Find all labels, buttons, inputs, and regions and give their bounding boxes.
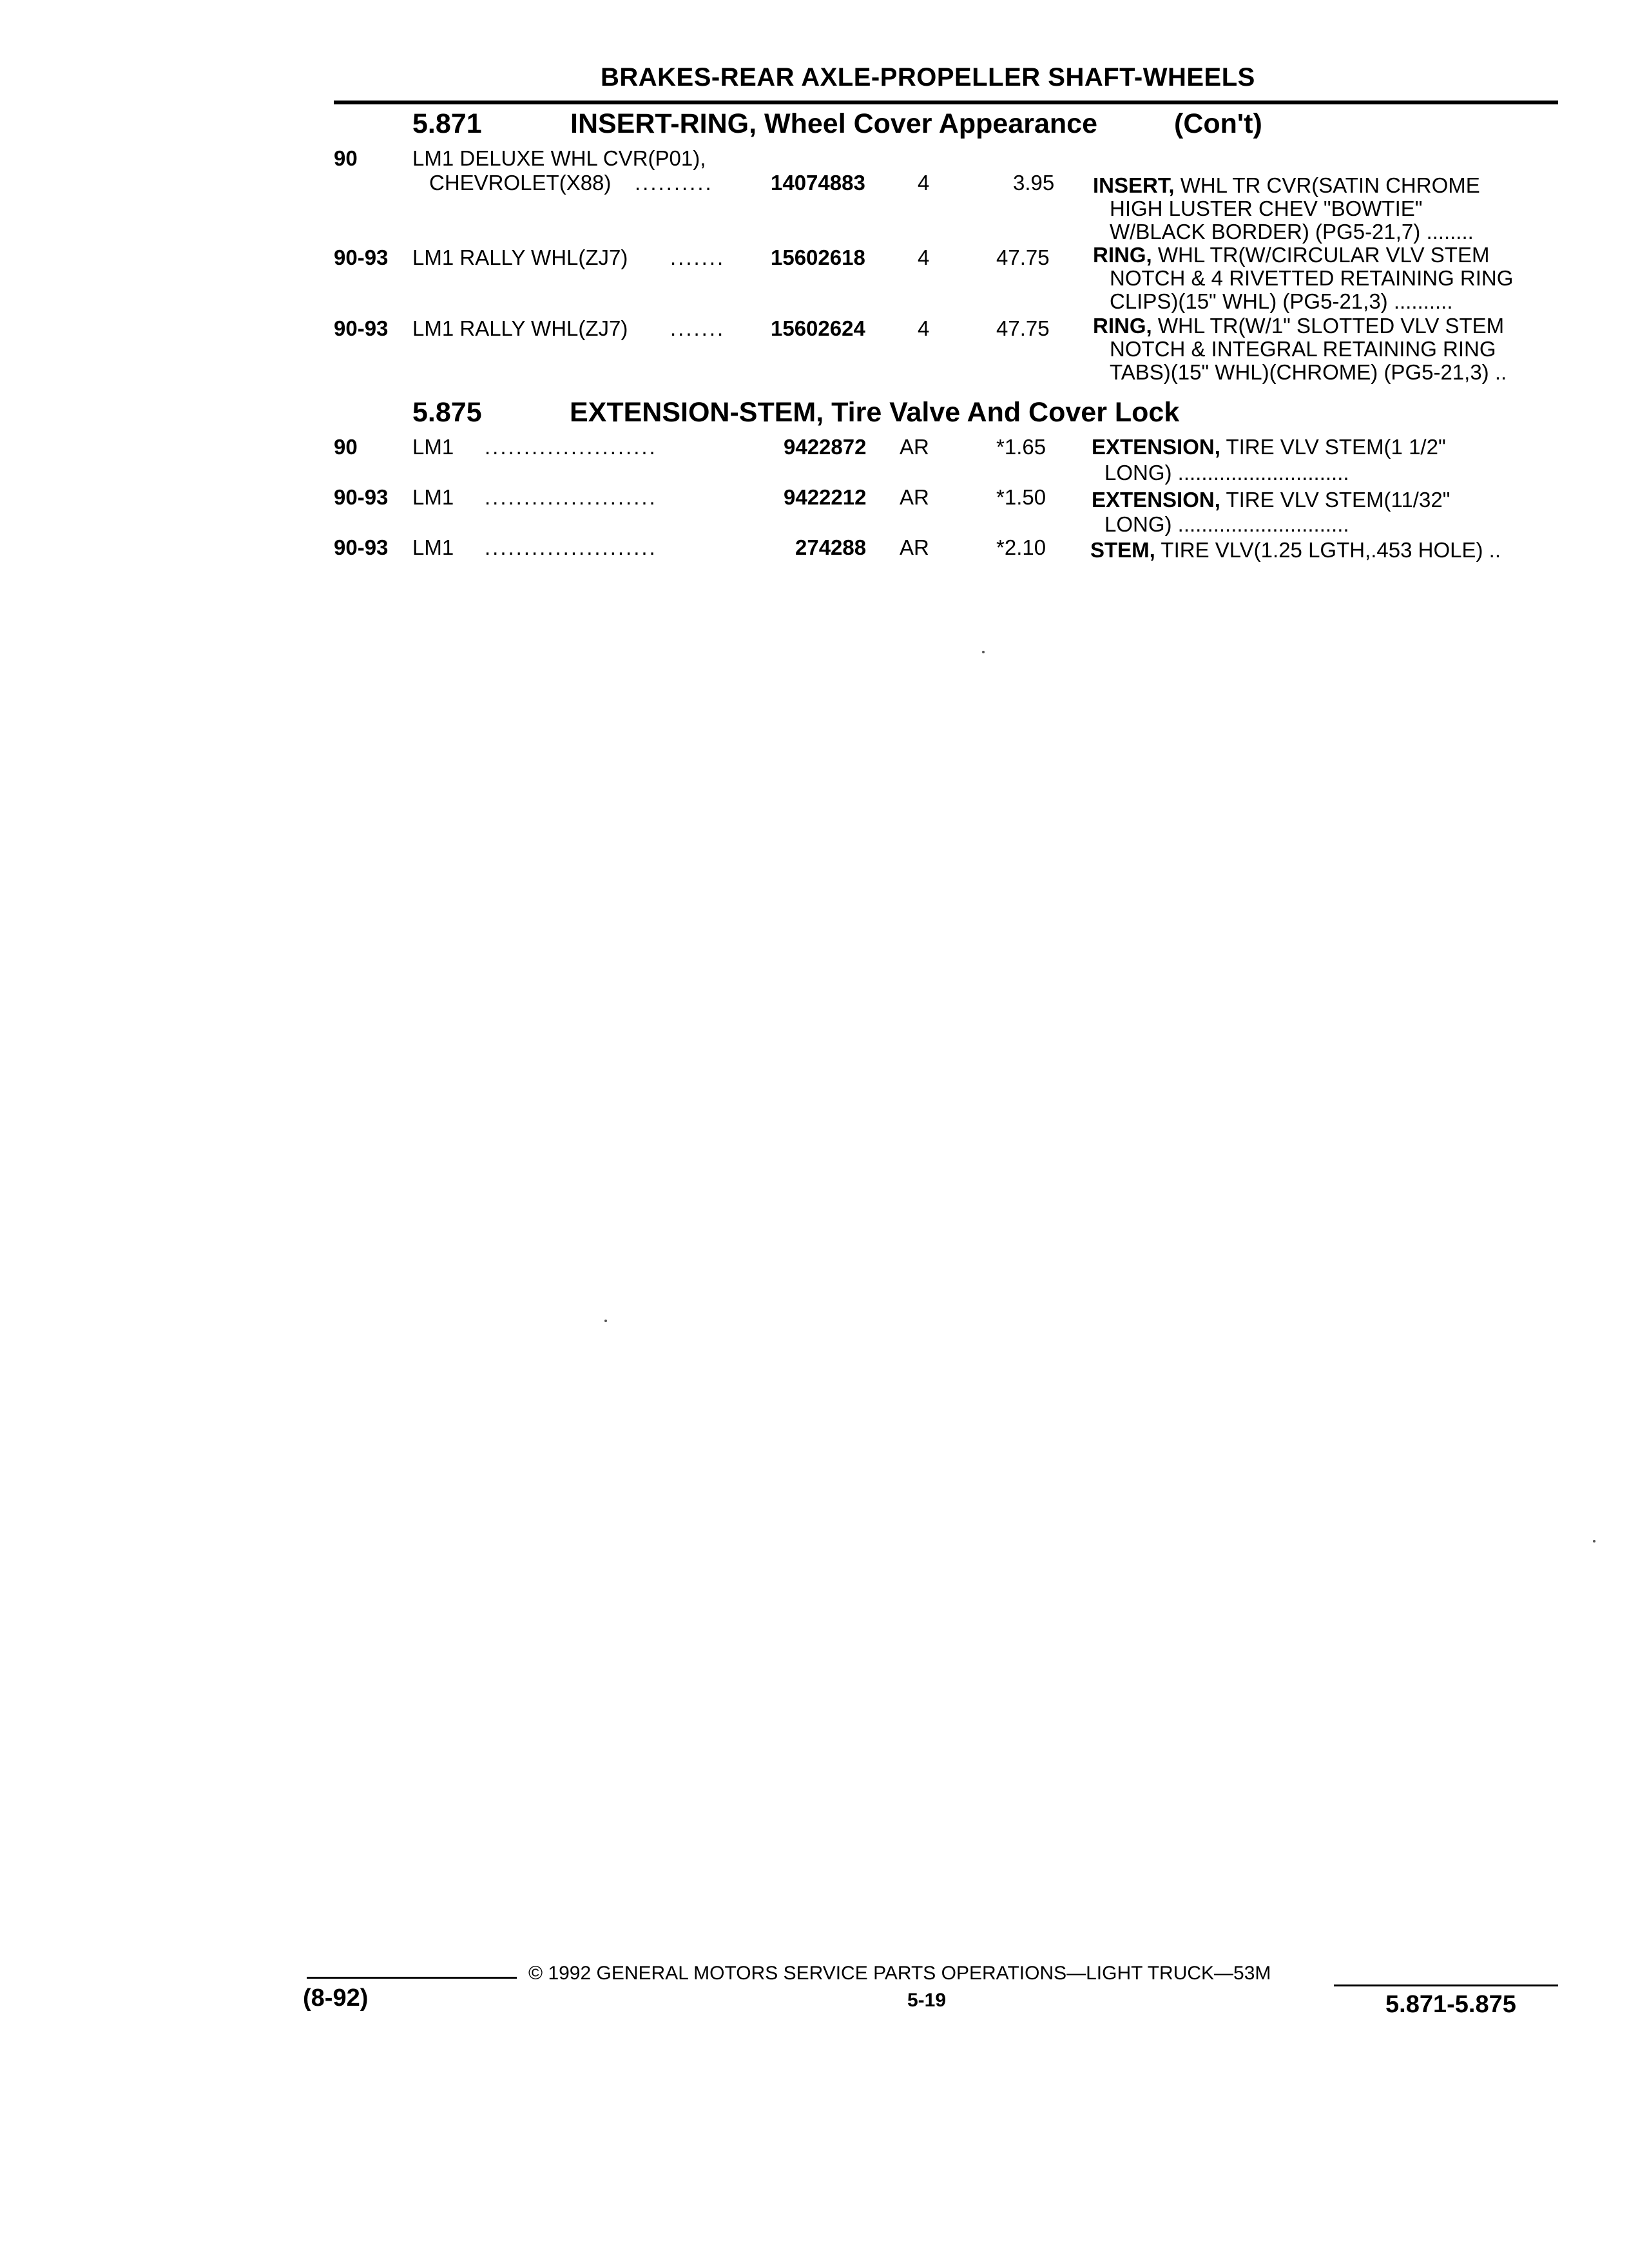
quantity: 4 <box>918 316 930 340</box>
part-number: 9422212 <box>784 485 867 509</box>
model-cell: LM1 <box>412 485 454 509</box>
section-title: INSERT-RING, Wheel Cover Appearance <box>570 108 1097 139</box>
footer-rule-left <box>307 1977 517 1979</box>
footer-section-range: 5.871-5.875 <box>1385 1991 1516 2018</box>
description-continuation: NOTCH & INTEGRAL RETAINING RING <box>1110 337 1496 361</box>
quantity: 4 <box>918 245 930 269</box>
description-text: WHL TR(W/1" SLOTTED VLV STEM <box>1157 314 1505 338</box>
leader-dots: ...................... <box>485 535 657 559</box>
model-cell: LM1 DELUXE WHL CVR(P01), <box>412 146 706 170</box>
part-number: 14074883 <box>771 171 865 195</box>
year-cell: 90 <box>334 146 358 170</box>
model-cell: LM1 RALLY WHL(ZJ7) <box>412 245 628 269</box>
price: *2.10 <box>996 535 1046 559</box>
page-title: BRAKES-REAR AXLE-PROPELLER SHAFT-WHEELS <box>601 63 1255 91</box>
scan-speck <box>1593 1540 1595 1542</box>
model-cell: LM1 <box>412 435 454 459</box>
description-text: WHL TR CVR(SATIN CHROME <box>1180 173 1480 197</box>
part-number: 15602618 <box>771 245 865 269</box>
description-keyword: EXTENSION, <box>1092 488 1220 512</box>
description-text: TIRE VLV(1.25 LGTH,.453 HOLE) .. <box>1161 538 1501 562</box>
description-continuation: CLIPS)(15" WHL) (PG5-21,3) .......... <box>1110 289 1453 313</box>
section-number: 5.871 <box>412 108 482 139</box>
price: 47.75 <box>996 245 1050 269</box>
footer-rule-right <box>1334 1984 1558 1986</box>
quantity: AR <box>900 435 929 459</box>
leader-dots: ....... <box>670 316 726 340</box>
price: *1.65 <box>996 435 1046 459</box>
year-cell: 90-93 <box>334 535 389 559</box>
description-keyword: RING, <box>1093 314 1152 338</box>
model-cell: LM1 <box>412 535 454 559</box>
description <box>1090 539 1501 562</box>
description-text: WHL TR(W/CIRCULAR VLV STEM <box>1157 243 1490 267</box>
description <box>1093 174 1480 197</box>
year-cell: 90-93 <box>334 485 389 509</box>
scan-speck <box>604 1320 607 1322</box>
leader-dots: ....... <box>670 245 726 269</box>
description-keyword: STEM, <box>1090 538 1155 562</box>
description-text: TIRE VLV STEM(11/32" <box>1226 488 1451 512</box>
price: 3.95 <box>1013 171 1055 195</box>
year-cell: 90 <box>334 435 358 459</box>
part-number: 15602624 <box>771 316 865 340</box>
part-number: 9422872 <box>784 435 867 459</box>
quantity: 4 <box>918 171 930 195</box>
description <box>1093 244 1489 267</box>
price: *1.50 <box>996 485 1046 509</box>
description <box>1092 436 1446 459</box>
leader-dots: ...................... <box>485 485 657 509</box>
description-keyword: INSERT, <box>1093 173 1175 197</box>
description-keyword: EXTENSION, <box>1092 435 1220 459</box>
description-continuation: LONG) ............................. <box>1104 461 1349 485</box>
quantity: AR <box>900 485 929 509</box>
description-continuation: HIGH LUSTER CHEV "BOWTIE" <box>1110 197 1423 220</box>
footer-copyright: © 1992 GENERAL MOTORS SERVICE PARTS OPERATIONS—LIGHT TRUCK—53M <box>528 1963 1271 1984</box>
year-cell: 90-93 <box>334 316 389 340</box>
section-title: EXTENSION-STEM, Tire Valve And Cover Lock <box>570 397 1180 428</box>
leader-dots: ...................... <box>485 435 657 459</box>
footer-page-number: 5-19 <box>907 1990 947 2011</box>
description <box>1093 314 1504 338</box>
part-number: 274288 <box>795 535 867 559</box>
description-continuation: NOTCH & 4 RIVETTED RETAINING RING <box>1110 266 1514 290</box>
model-cell: CHEVROLET(X88) <box>429 171 612 195</box>
section-number: 5.875 <box>412 397 482 428</box>
description-continuation: TABS)(15" WHL)(CHROME) (PG5-21,3) .. <box>1110 360 1507 384</box>
footer-revision-date: (8-92) <box>303 1984 369 2012</box>
model-cell: LM1 RALLY WHL(ZJ7) <box>412 316 628 340</box>
leader-dots: .......... <box>635 171 713 195</box>
section-continued: (Con't) <box>1174 108 1262 139</box>
description-continuation: LONG) ............................. <box>1104 512 1349 536</box>
description-continuation: W/BLACK BORDER) (PG5-21,7) ........ <box>1110 220 1474 244</box>
price: 47.75 <box>996 316 1050 340</box>
description <box>1092 488 1450 512</box>
header-rule <box>334 101 1558 104</box>
description-text: TIRE VLV STEM(1 1/2" <box>1226 435 1446 459</box>
year-cell: 90-93 <box>334 245 389 269</box>
description-keyword: RING, <box>1093 243 1152 267</box>
scan-speck <box>982 651 985 653</box>
quantity: AR <box>900 535 929 559</box>
